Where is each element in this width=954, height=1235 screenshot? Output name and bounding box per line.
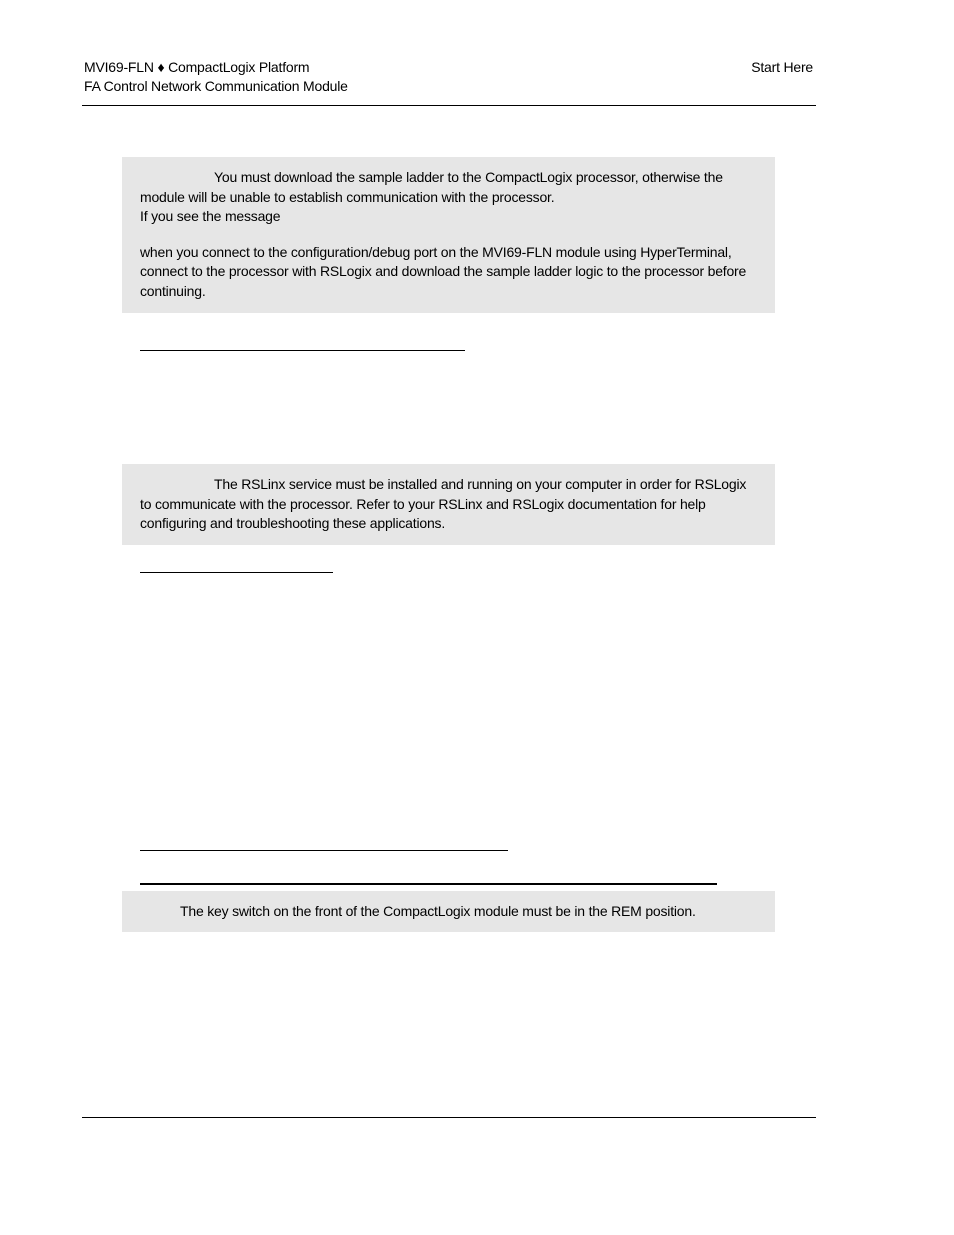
note-download-ladder-text: You must download the sample ladder to the CompactLogix processor, otherwise the module will be unable to establish communication with the processor.: [140, 169, 723, 205]
header-rule: [82, 105, 816, 106]
note-message-intro: If you see the message: [140, 208, 281, 224]
header-section-name: Start Here: [751, 59, 813, 75]
footer-rule: [82, 1117, 816, 1118]
note-rslinx-text: The RSLinx service must be installed and running on your computer in order for RSLogix to communicate with the processor. Refer to your RSLinx and RSLogix documentation for help configuring and troubleshooting these applications.: [140, 476, 747, 531]
header-product-subtitle: FA Control Network Communication Module: [84, 78, 348, 94]
note-download-ladder: [122, 157, 775, 313]
header-product-title: MVI69-FLN ♦ CompactLogix Platform: [84, 59, 310, 75]
note-download-instructions: when you connect to the configuration/debug port on the MVI69-FLN module using HyperTerminal, connect to the processor with RSLogix and download the sample ladder logic to the processor before continuing.: [140, 243, 747, 299]
note-rslinx: [122, 464, 775, 545]
link-underline-3[interactable]: [140, 850, 508, 851]
note-key-switch: [122, 891, 775, 932]
link-underline-2[interactable]: [140, 572, 333, 573]
link-underline-1[interactable]: [140, 350, 465, 351]
page-header-title: [84, 58, 348, 96]
link-underline-4[interactable]: [140, 883, 717, 885]
note-key-switch-text: The key switch on the front of the CompactLogix module must be in the REM position.: [180, 903, 696, 919]
